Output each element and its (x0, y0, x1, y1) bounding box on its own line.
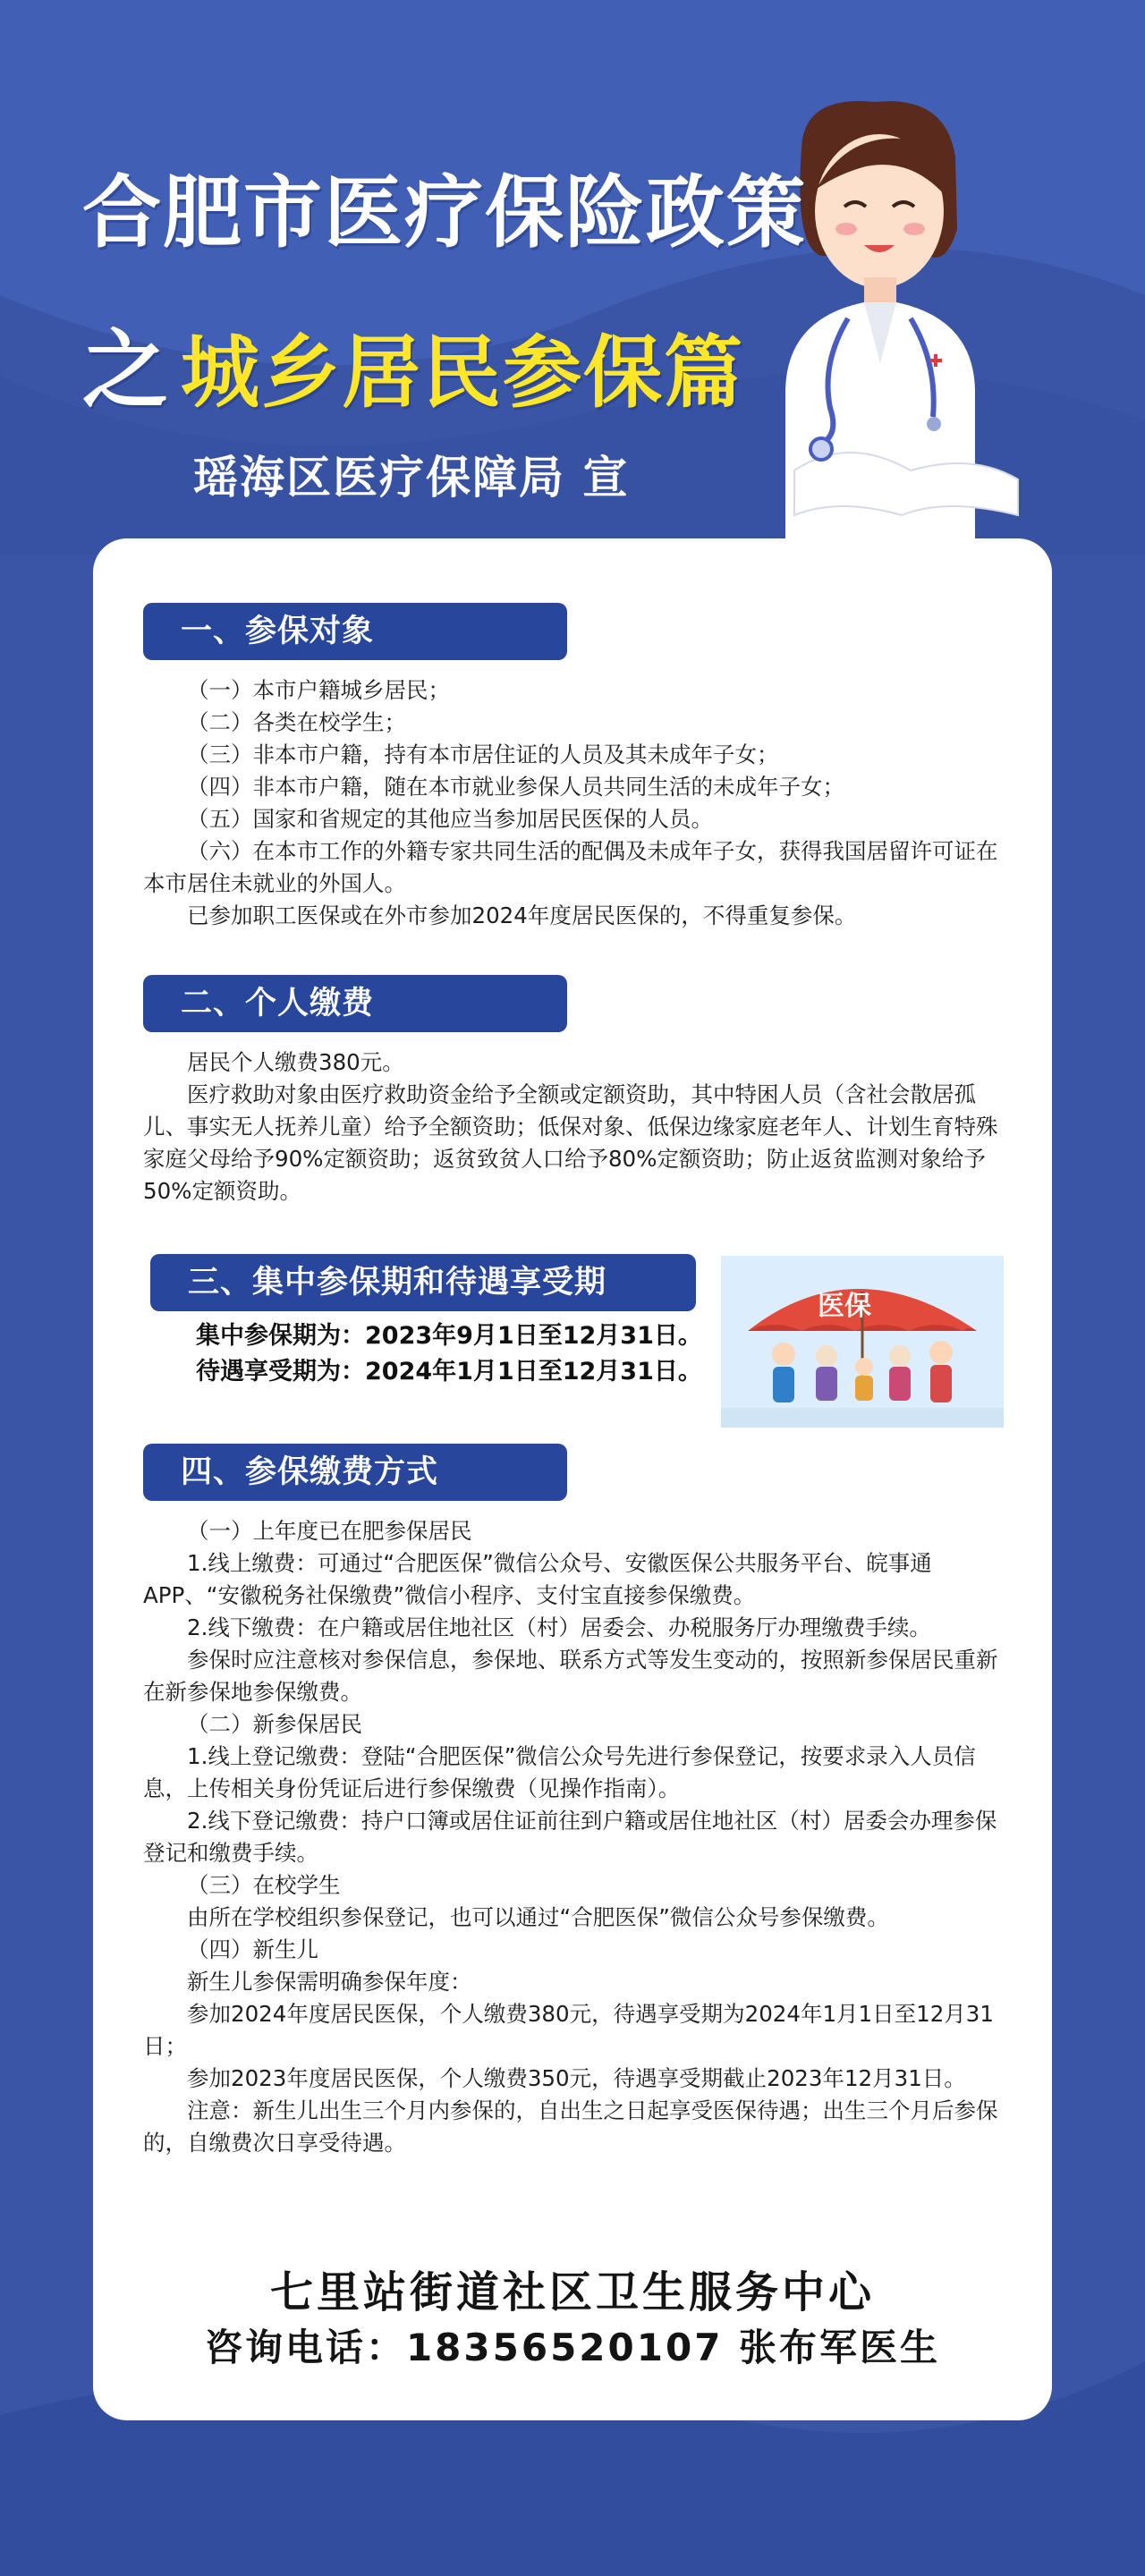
paragraph: 新生儿参保需明确参保年度： (187, 1969, 472, 1995)
section-body-enrollment-targets (143, 674, 1004, 932)
paragraph: 医疗救助对象由医疗救助资金给予全额或定额资助，其中特困人员（含社会散居孤儿、事实无人抚养儿童）给予全额资助；低保对象、低保边缘家庭老年人、计划生育特殊家庭父母给予90%定额资助；返贫致贫人口给予80%定额资助；防止返贫监测对象给予50%定额资助。 (143, 1081, 998, 1204)
section-body-payment-methods (143, 1515, 1004, 2159)
umbrella-family-illustration (721, 1256, 1004, 1428)
paragraph: （一）上年度已在肥参保居民 (187, 1518, 472, 1544)
enrollment-period-text: 集中参保期为：2023年9月1日至12月31日。 (196, 1322, 702, 1350)
publisher-line: 瑶海区医疗保障局 宣 (193, 452, 630, 504)
poster-title-line2 (82, 302, 744, 425)
benefit-period-text: 待遇享受期为：2024年1月1日至12月31日。 (196, 1358, 702, 1385)
footer-contact: 咨询电话：18356520107 张布军医生 (204, 2326, 941, 2369)
footer-organization: 七里站街道社区卫生服务中心 (269, 2267, 875, 2318)
section-header-enrollment-period: 三、集中参保期和待遇享受期 (150, 1254, 696, 1311)
section-header-payment-methods: 四、参保缴费方式 (143, 1444, 567, 1501)
paragraph: 1.线上登记缴费：登陆“合肥医保”微信公众号先进行参保登记，按要求录入人员信息，上传相关身份凭证后进行参保缴费（见操作指南）。 (143, 1743, 976, 1801)
section-header-enrollment-targets: 一、参保对象 (143, 603, 567, 660)
paragraph: 2.线下登记缴费：持户口簿或居住证前往到户籍或居住地社区（村）居委会办理参保登记和缴费手续。 (143, 1808, 997, 1866)
title-connector: 之 (82, 320, 168, 420)
enrollment-dates (196, 1318, 702, 1390)
paragraph: （二）新参保居民 (187, 1711, 362, 1737)
doctor-illustration (768, 95, 1036, 549)
paragraph: （四）新生儿 (187, 1936, 318, 1962)
umbrella-label: 医保 (818, 1291, 871, 1322)
paragraph: 已参加职工医保或在外市参加2024年度居民医保的，不得重复参保。 (187, 902, 857, 928)
paragraph: （三）非本市户籍，持有本市居住证的人员及其未成年子女； (187, 741, 779, 767)
paragraph: （五）国家和省规定的其他应当参加居民医保的人员。 (187, 806, 713, 832)
paragraph: （三）在校学生 (187, 1872, 341, 1898)
paragraph: 1.线上缴费：可通过“合肥医保”微信公众号、安徽医保公共服务平台、皖事通APP、“安徽税务社保缴费”微信小程序、支付宝直接参保缴费。 (143, 1550, 932, 1608)
paragraph: 居民个人缴费380元。 (187, 1049, 404, 1075)
paragraph: （六）在本市工作的外籍专家共同生活的配偶及未成年子女，获得我国居留许可证在本市居住未就业的外国人。 (143, 838, 998, 896)
paragraph: （四）非本市户籍，随在本市就业参保人员共同生活的未成年子女； (187, 774, 844, 800)
paragraph: （二）各类在校学生； (187, 709, 406, 735)
paragraph: （一）本市户籍城乡居民； (187, 677, 450, 703)
title-highlight: 城乡居民参保篇 (181, 326, 745, 419)
paragraph: 由所在学校组织参保登记，也可以通过“合肥医保”微信公众号参保缴费。 (187, 1904, 889, 1930)
section-body-personal-payment (143, 1046, 1004, 1208)
paragraph: 注意：新生儿出生三个月内参保的，自出生之日起享受医保待遇；出生三个月后参保的，自缴费次日享受待遇。 (143, 2097, 998, 2156)
paragraph: 参保时应注意核对参保信息，参保地、联系方式等发生变动的，按照新参保居民重新在新参保地参保缴费。 (143, 1647, 998, 1705)
paragraph: 2.线下缴费：在户籍或居住地社区（村）居委会、办税服务厅办理缴费手续。 (187, 1614, 931, 1640)
section-header-personal-payment: 二、个人缴费 (143, 975, 567, 1032)
paragraph: 参加2024年度居民医保，个人缴费380元，待遇享受期为2024年1月1日至12月31日； (143, 2001, 994, 2059)
paragraph: 参加2023年度居民医保，个人缴费350元，待遇享受期截止2023年12月31日。 (187, 2065, 966, 2091)
poster-title-line1: 合肥市医疗保险政策 (82, 166, 808, 258)
content-card (93, 538, 1052, 2420)
